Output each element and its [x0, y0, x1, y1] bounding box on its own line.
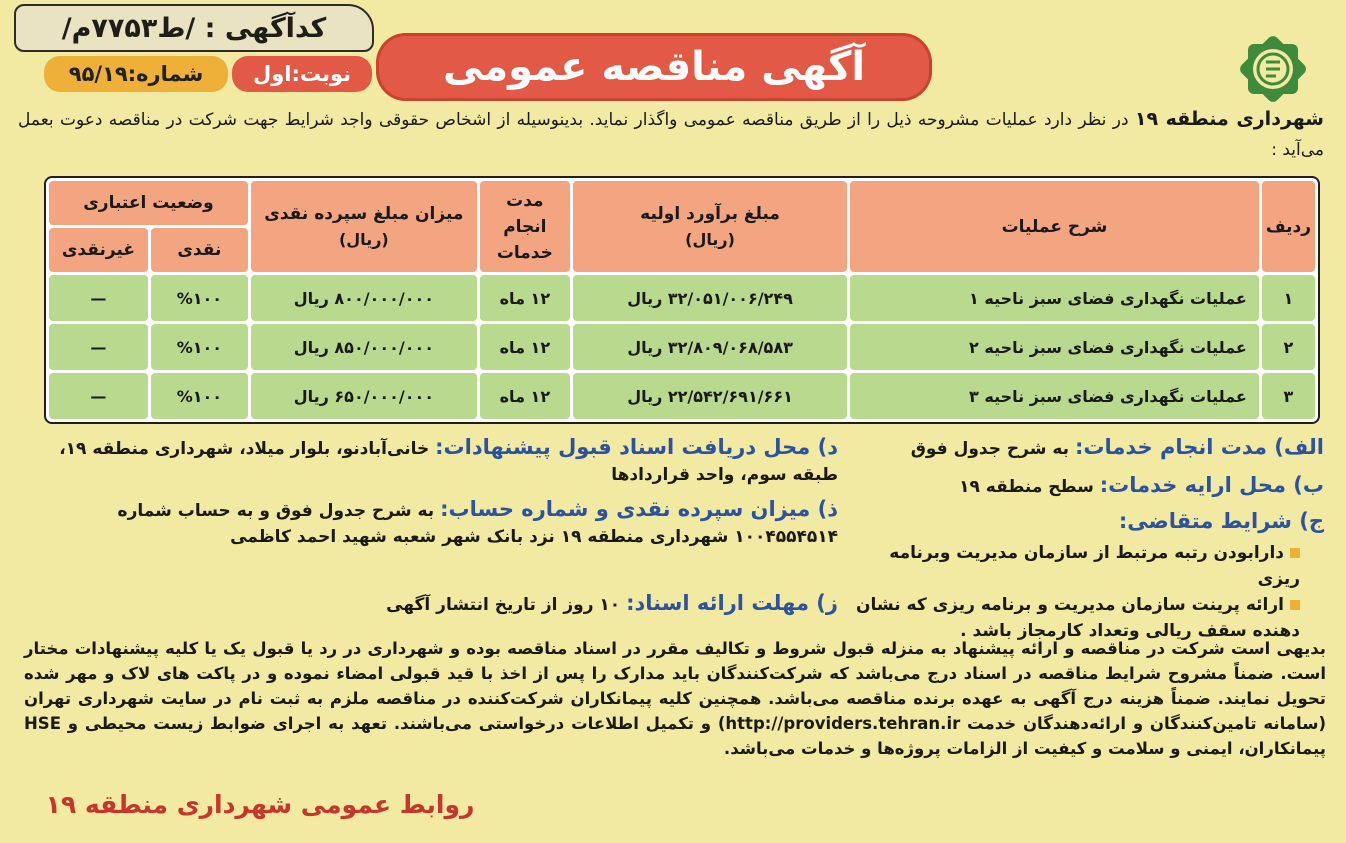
row-estimate: ۳۲/۸۰۹/۰۶۸/۵۸۳ ریال — [573, 324, 847, 370]
table-row — [49, 275, 1315, 321]
section-c-label: ج) شرایط متقاضی: — [1118, 509, 1324, 533]
header-duration: مدت انجام خدمات — [480, 181, 570, 272]
header-estimate-label: مبلغ برآورد اولیه — [640, 203, 780, 224]
number-badge: شماره:۹۵/۱۹ — [44, 56, 228, 92]
row-description: عملیات نگهداری فضای سبز ناحیه ۳ — [850, 373, 1259, 419]
header-description: شرح عملیات — [850, 181, 1259, 272]
row-deposit: ۸۵۰/۰۰۰/۰۰۰ ریال — [251, 324, 477, 370]
header-deposit-label: میزان مبلغ سپرده نقدی — [264, 203, 464, 224]
table-row — [49, 324, 1315, 370]
condition-item — [846, 540, 1324, 592]
section-e-value: به شرح جدول فوق و به حساب شماره ۱۰۰۴۵۵۴۵۱۴ شهرداری منطقه ۱۹ نزد بانک شهر شعبه شهید احمد کاظمی — [117, 501, 838, 547]
row-duration: ۱۲ ماه — [480, 275, 570, 321]
header-row: ردیف — [1262, 181, 1315, 272]
row-number: ۱ — [1262, 275, 1315, 321]
page-title: آگهی مناقصه عمومی — [376, 33, 932, 101]
row-number: ۳ — [1262, 373, 1315, 419]
row-description: عملیات نگهداری فضای سبز ناحیه ۱ — [850, 275, 1259, 321]
ad-code: کدآگهی : /ط۷۷۵۳م/ — [14, 4, 374, 52]
section-c — [846, 508, 1324, 644]
header-credit: وضعیت اعتباری — [49, 181, 248, 225]
row-number: ۲ — [1262, 324, 1315, 370]
bullet-icon — [1290, 600, 1300, 610]
row-deposit: ۶۵۰/۰۰۰/۰۰۰ ریال — [251, 373, 477, 419]
row-noncash: — — [49, 373, 148, 419]
row-duration: ۱۲ ماه — [480, 373, 570, 419]
header-estimate — [573, 181, 847, 272]
header-noncash: غیرنقدی — [49, 228, 148, 272]
section-d-value: خانی‌آبادنو، بلوار میلاد، شهرداری منطقه ۱۹، طبقه سوم، واحد قراردادها — [59, 439, 838, 485]
turn-badge: نوبت:اول — [232, 56, 372, 92]
intro-organization: شهرداری منطقه ۱۹ — [1134, 108, 1324, 130]
section-a — [846, 434, 1324, 462]
bullet-icon — [1290, 548, 1300, 558]
tender-table — [44, 176, 1320, 424]
row-cash: %۱۰۰ — [151, 275, 248, 321]
row-noncash: — — [49, 275, 148, 321]
section-e-label: ذ) میزان سپرده نقدی و شماره حساب: — [440, 497, 838, 521]
row-estimate: ۲۲/۵۴۲/۶۹۱/۶۶۱ ریال — [573, 373, 847, 419]
section-e — [18, 496, 838, 550]
row-estimate: ۳۲/۰۵۱/۰۰۶/۲۴۹ ریال — [573, 275, 847, 321]
section-a-value: به شرح جدول فوق — [910, 439, 1075, 459]
intro-text — [18, 104, 1324, 165]
header-deposit-unit: (ریال) — [338, 229, 389, 249]
footer-signature: روابط عمومی شهرداری منطقه ۱۹ — [45, 789, 475, 819]
section-d — [18, 434, 838, 488]
row-duration: ۱۲ ماه — [480, 324, 570, 370]
section-b — [846, 472, 1324, 500]
row-description: عملیات نگهداری فضای سبز ناحیه ۲ — [850, 324, 1259, 370]
section-f — [18, 590, 838, 618]
section-f-value: ۱۰ روز از تاریخ انتشار آگهی — [386, 595, 627, 615]
section-b-label: ب) محل ارایه خدمات: — [1099, 473, 1324, 497]
section-f-label: ز) مهلت ارائه اسناد: — [626, 591, 838, 615]
section-b-value: سطح منطقه ۱۹ — [959, 477, 1100, 497]
condition-text: دارابودن رتبه مرتبط از سازمان مدیریت وبرنامه ریزی — [889, 543, 1300, 589]
intro-body: در نظر دارد عملیات مشروحه ذیل را از طریق مناقصه عمومی واگذار نماید. بدینوسیله از اشخاص حقوقی واجد شرایط جهت شرکت در مناقصه دعوت بعمل می‌آید : — [18, 110, 1324, 160]
row-cash: %۱۰۰ — [151, 373, 248, 419]
terms-paragraph: بدیهی است شرکت در مناقصه و ارائه پیشنهاد به منزله قبول شروط و تکالیف مقرر در اسناد مناقصه بوده و شهرداری در رد یا قبول یک یا کلیه پیشنهادات مختار است. ضمناً مشروح شرایط مناقصه در اسناد درج می‌باشد که شرکت‌کنندگان باید مدارک را پس از اخذ با قید قبولی امضاء نموده و در پاکت های لاک و مهر شده تحویل نمایند. ضمناً هزینه درج آگهی به عهده برنده مناقصه می‌باشد. همچنین کلیه پیمانکاران شرکت‌کننده در مناقصه ملزم به ثبت نام در سایت شهرداری تهران (سامانه تامین‌کنندگان و ارائه‌دهندگان خدمت http://providers.tehran.ir) و تکمیل اطلاعات درخواستی می‌باشند. تعهد به اجرای ضوابط زیست محیطی و HSE پیمانکاران، ایمنی و سلامت و کیفیت از الزامات پروژه‌ها و خدمات می‌باشد. — [24, 639, 1326, 758]
header-cash: نقدی — [151, 228, 248, 272]
row-noncash: — — [49, 324, 148, 370]
header-estimate-unit: (ریال) — [685, 229, 735, 249]
table-row — [49, 373, 1315, 419]
row-cash: %۱۰۰ — [151, 324, 248, 370]
section-d-label: د) محل دریافت اسناد قبول پیشنهادات: — [435, 435, 838, 459]
condition-text: ارائه پرینت سازمان مدیریت و برنامه ریزی که نشان دهنده سقف ریالی وتعداد کارمجاز باشد . — [856, 595, 1300, 641]
header-deposit — [251, 181, 477, 272]
section-a-label: الف) مدت انجام خدمات: — [1074, 435, 1324, 459]
row-deposit: ۸۰۰/۰۰۰/۰۰۰ ریال — [251, 275, 477, 321]
